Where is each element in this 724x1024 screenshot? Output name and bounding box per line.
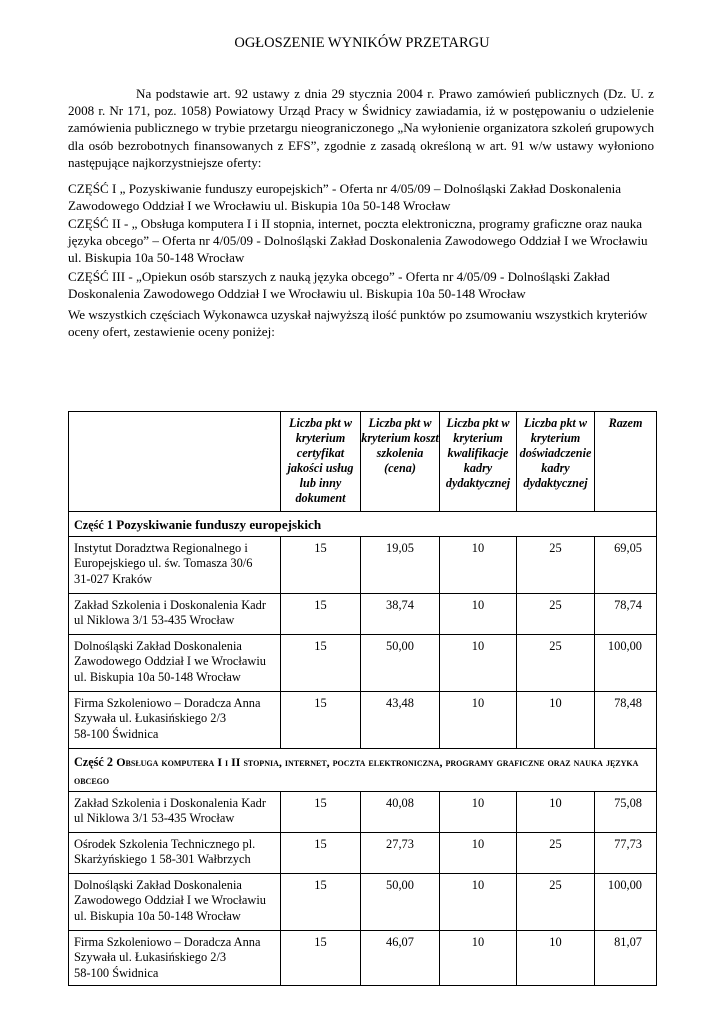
bidder-name: Instytut Doradztwa Regionalnego i Europejskiego ul. św. Tomasza 30/6 31-027 Kraków: [69, 537, 281, 594]
total-points: 78,48: [595, 692, 657, 749]
table-row: [69, 792, 657, 833]
certificate-points: 15: [281, 792, 361, 833]
cost-points: 50,00: [361, 635, 440, 692]
total-points: 69,05: [595, 537, 657, 594]
qualification-points: 10: [440, 537, 517, 594]
summary-paragraph: We wszystkich częściach Wykonawca uzyskał najwyższą ilość punktów po zsumowaniu wszystkich kryteriów oceny ofert, zestawienie oceny poniżej:: [68, 307, 648, 340]
bidder-name: Dolnośląski Zakład Doskonalenia Zawodowego Oddział I we Wrocławiu ul. Biskupia 10a 50-148 Wrocław: [69, 874, 281, 931]
total-points: 77,73: [595, 833, 657, 874]
header-certificate-points: Liczba pkt w kryterium certyfikat jakości usług lub inny dokument: [281, 412, 361, 512]
part-1-announcement: CZĘŚĆ I „ Pozyskiwanie funduszy europejskich” - Oferta nr 4/05/09 – Dolnośląski Zakład Doskonalenia Zawodowego Oddział I we Wrocławiu ul. Biskupia 10a 50-148 Wrocław: [68, 181, 622, 214]
section-row-part-2: [69, 749, 657, 792]
qualification-points: 10: [440, 874, 517, 931]
section-title-part-1: [69, 512, 657, 537]
cost-points: 27,73: [361, 833, 440, 874]
document-title: OGŁOSZENIE WYNIKÓW PRZETARGU: [234, 35, 490, 51]
total-points: 100,00: [595, 874, 657, 931]
total-points: 81,07: [595, 931, 657, 986]
qualification-points: 10: [440, 931, 517, 986]
bidder-name: Firma Szkoleniowo – Doradcza Anna Szywała ul. Łukasińskiego 2/3 58-100 Świdnica: [69, 931, 281, 986]
header-cost-points: Liczba pkt w kryterium koszt szkolenia (cena): [361, 412, 440, 512]
table-row: [69, 537, 657, 594]
experience-points: 25: [517, 874, 595, 931]
header-qualification-points: Liczba pkt w kryterium kwalifikacje kadry dydaktycznej: [440, 412, 517, 512]
bidder-name: Zakład Szkolenia i Doskonalenia Kadr ul Niklowa 3/1 53-435 Wrocław: [69, 792, 281, 833]
bidder-name: Ośrodek Szkolenia Technicznego pl. Skarżyńskiego 1 58-301 Wałbrzych: [69, 833, 281, 874]
total-points: 100,00: [595, 635, 657, 692]
experience-points: 25: [517, 833, 595, 874]
table-row: [69, 931, 657, 986]
bidder-name: Firma Szkoleniowo – Doradcza Anna Szywała ul. Łukasińskiego 2/3 58-100 Świdnica: [69, 692, 281, 749]
cost-points: 38,74: [361, 594, 440, 635]
intro-text: Na podstawie art. 92 ustawy z dnia 29 stycznia 2004 r. Prawo zamówień publicznych (Dz. U. z 2008 r. Nr 171, poz. 1058) Powiatowy Urząd Pracy w Świdnicy zawiadamia, iż w postępowaniu o udzielenie zamówienia publicznego w trybie przetargu nieograniczonego „Na wyłonienie organizatora szkoleń grupowych dla osób bezrobotnych finansowanych z EFS”, zgodnie z zasadą określoną w art. 91 w/w ustawy wyłoniono następujące najkorzystniejsze oferty:: [68, 86, 654, 170]
table-row: [69, 833, 657, 874]
certificate-points: 15: [281, 833, 361, 874]
qualification-points: 10: [440, 594, 517, 635]
table-row: [69, 874, 657, 931]
header-experience-points: Liczba pkt w kryterium doświadczenie kadry dydaktycznej: [517, 412, 595, 512]
part-2-announcement: CZĘŚĆ II - „ Obsługa komputera I i II stopnia, internet, poczta elektroniczna, programy graficzne oraz nauka języka obcego” – Oferta nr 4/05/09 - Dolnośląski Zakład Doskonalenia Zawodowego Oddział I we Wrocławiu ul. Biskupia 10a 50-148 Wrocław: [68, 216, 648, 266]
results-table: [68, 411, 657, 986]
total-points: 75,08: [595, 792, 657, 833]
certificate-points: 15: [281, 692, 361, 749]
intro-paragraph: [68, 85, 654, 171]
cost-points: 46,07: [361, 931, 440, 986]
certificate-points: 15: [281, 537, 361, 594]
experience-points: 10: [517, 792, 595, 833]
experience-points: 10: [517, 931, 595, 986]
certificate-points: 15: [281, 594, 361, 635]
table-header-row: [69, 412, 657, 512]
experience-points: 10: [517, 692, 595, 749]
section-row-part-1: [69, 512, 657, 537]
total-points: 78,74: [595, 594, 657, 635]
table-row: [69, 594, 657, 635]
qualification-points: 10: [440, 635, 517, 692]
bidder-name: Dolnośląski Zakład Doskonalenia Zawodowego Oddział I we Wrocławiu ul. Biskupia 10a 50-148 Wrocław: [69, 635, 281, 692]
qualification-points: 10: [440, 692, 517, 749]
qualification-points: 10: [440, 792, 517, 833]
table-row: [69, 635, 657, 692]
section-number: Część 1: [74, 518, 113, 532]
section-name: Pozyskiwanie funduszy europejskich: [116, 517, 322, 532]
section-title-part-2: [69, 749, 657, 792]
cost-points: 40,08: [361, 792, 440, 833]
certificate-points: 15: [281, 635, 361, 692]
experience-points: 25: [517, 635, 595, 692]
part-3-announcement: CZĘŚĆ III - „Opiekun osób starszych z nauką języka obcego” - Oferta nr 4/05/09 - Dolnośląski Zakład Doskonalenia Zawodowego Oddział I we Wrocławiu ul. Biskupia 10a 50-148 Wrocław: [68, 269, 610, 302]
experience-points: 25: [517, 594, 595, 635]
experience-points: 25: [517, 537, 595, 594]
header-total: Razem: [595, 412, 657, 512]
bidder-name: Zakład Szkolenia i Doskonalenia Kadr ul Niklowa 3/1 53-435 Wrocław: [69, 594, 281, 635]
certificate-points: 15: [281, 931, 361, 986]
header-empty-cell: [69, 412, 281, 512]
qualification-points: 10: [440, 833, 517, 874]
cost-points: 50,00: [361, 874, 440, 931]
table-row: [69, 692, 657, 749]
cost-points: 19,05: [361, 537, 440, 594]
section-name: Obsługa komputera I i II stopnia, internet, poczta elektroniczna, programy graficzne oraz nauka języka obcego: [74, 755, 639, 787]
cost-points: 43,48: [361, 692, 440, 749]
section-number: Część 2: [74, 755, 113, 769]
certificate-points: 15: [281, 874, 361, 931]
